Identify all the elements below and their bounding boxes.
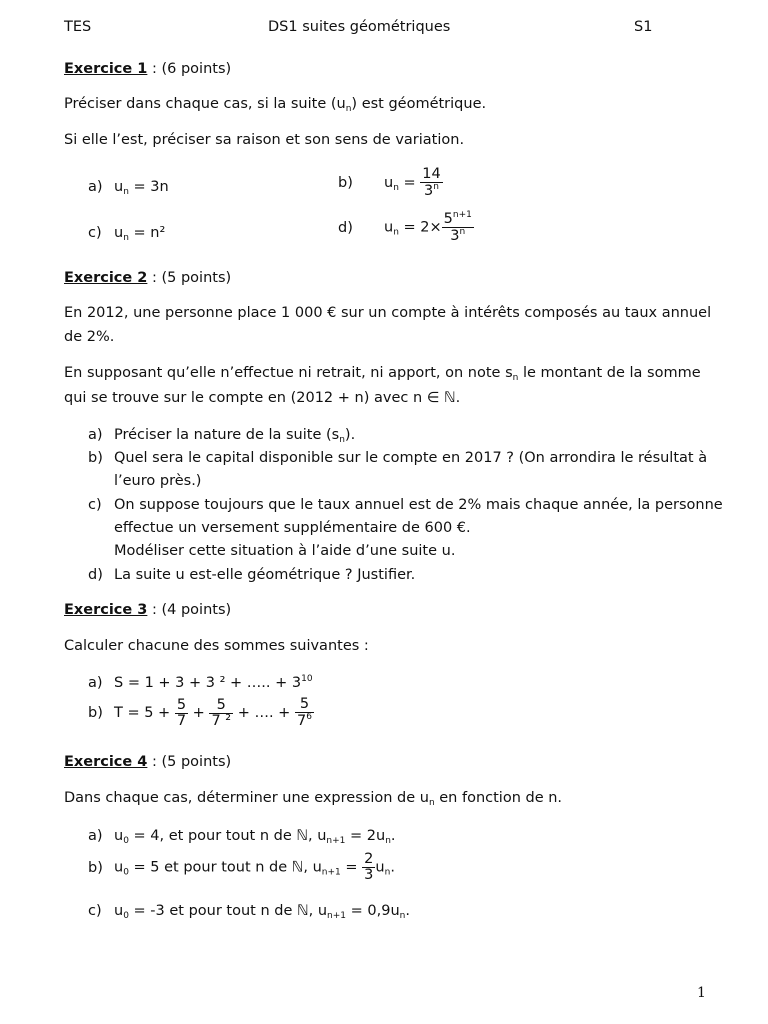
exercise-2-question-c bbox=[88, 497, 723, 513]
subscript: n bbox=[123, 187, 129, 197]
exercise-2-title bbox=[64, 270, 231, 286]
text: 5 bbox=[443, 211, 453, 227]
text: = 2× bbox=[398, 219, 442, 236]
exercise-2-p2-line2: qui se trouve sur le compte en (2012 + n) avec n ∈ ℕ. bbox=[64, 390, 461, 406]
text: = bbox=[340, 859, 363, 876]
text: le montant de la somme bbox=[518, 365, 701, 381]
text: u bbox=[384, 219, 394, 236]
exercise-1-item-c bbox=[88, 225, 165, 243]
item-label: b) bbox=[88, 859, 103, 876]
exercise-3-title bbox=[64, 602, 231, 618]
text: u bbox=[384, 175, 394, 192]
exercise-1-intro-line2: Si elle l’est, préciser sa raison et son sens de variation. bbox=[64, 132, 465, 148]
subscript: 0 bbox=[123, 836, 129, 846]
exercise-3-heading: Exercice 3 bbox=[64, 602, 148, 618]
item-label: c) bbox=[88, 225, 102, 241]
exercise-2-p1-line2: de 2%. bbox=[64, 329, 115, 345]
text: u bbox=[114, 225, 124, 241]
subscript: n+1 bbox=[327, 911, 347, 921]
fraction bbox=[295, 697, 314, 729]
text: Quel sera le capital disponible sur le compte en 2017 ? (On arrondira le résultat à bbox=[114, 450, 708, 466]
superscript: n bbox=[459, 227, 466, 238]
item-label: c) bbox=[88, 903, 102, 919]
exercise-2-question-c-line2: effectue un versement supplémentaire de 600 €. bbox=[114, 520, 471, 536]
exercise-3-item-a bbox=[88, 674, 313, 691]
exercise-2-points: : (5 points) bbox=[147, 270, 232, 286]
text: En supposant qu’elle n’effectue ni retrait, ni apport, on note s bbox=[64, 365, 513, 381]
exercise-1-points: : (6 points) bbox=[147, 61, 232, 77]
text: = 4, et pour tout n de ℕ, u bbox=[128, 828, 327, 844]
text: La suite u est-elle géométrique ? Justifier. bbox=[114, 567, 416, 583]
exercise-4-item-c bbox=[88, 903, 410, 921]
exercise-2-question-d bbox=[88, 567, 415, 583]
item-label: b) bbox=[338, 175, 353, 192]
item-label: b) bbox=[88, 450, 103, 466]
item-label: d) bbox=[88, 567, 103, 583]
exercise-2-question-c-line3: Modéliser cette situation à l’aide d’une suite u. bbox=[114, 543, 456, 559]
item-label: b) bbox=[88, 705, 103, 722]
text: 3 bbox=[450, 228, 460, 245]
exercise-3-points: : (4 points) bbox=[147, 602, 232, 618]
denominator: 7 ² bbox=[211, 712, 232, 729]
denominator bbox=[295, 712, 314, 729]
exercise-4-item-a bbox=[88, 828, 396, 846]
item-label: a) bbox=[88, 828, 103, 844]
denominator: 7 bbox=[176, 712, 187, 729]
exercise-4-heading: Exercice 4 bbox=[64, 754, 148, 770]
text: ) est géométrique. bbox=[351, 96, 487, 112]
text: = bbox=[398, 175, 421, 192]
exercise-2-question-b bbox=[88, 450, 707, 466]
text: + …. + bbox=[233, 705, 295, 722]
numerator: 5 bbox=[216, 696, 226, 713]
numerator: 2 bbox=[364, 851, 374, 867]
text: Préciser la nature de la suite (s bbox=[114, 427, 340, 443]
header-class: TES bbox=[64, 19, 92, 35]
text: = 5 et pour tout n de ℕ, u bbox=[128, 859, 322, 876]
exercise-1-item-d bbox=[338, 211, 474, 244]
numerator bbox=[442, 211, 474, 227]
item-label: a) bbox=[88, 179, 103, 195]
subscript: n bbox=[339, 435, 345, 445]
exercise-2-heading: Exercice 2 bbox=[64, 270, 148, 286]
denominator bbox=[442, 227, 474, 244]
text: = 2u bbox=[345, 828, 386, 844]
item-label: d) bbox=[338, 219, 353, 236]
exercise-1-item-a bbox=[88, 179, 169, 197]
text: = 0,9u bbox=[346, 903, 400, 919]
text: On suppose toujours que le taux annuel est de 2% mais chaque année, la personne bbox=[114, 497, 723, 513]
superscript: 10 bbox=[301, 674, 313, 684]
text: en fonction de n. bbox=[434, 790, 563, 806]
exercise-4-points: : (5 points) bbox=[147, 754, 232, 770]
item-label: c) bbox=[88, 497, 102, 513]
subscript: n+1 bbox=[321, 867, 341, 878]
exercise-4-intro bbox=[64, 790, 562, 808]
subscript: n bbox=[123, 233, 129, 243]
text: ). bbox=[344, 427, 356, 443]
numerator: 14 bbox=[422, 166, 441, 182]
subscript: n bbox=[399, 911, 406, 921]
text: u bbox=[114, 179, 124, 195]
page-number: 1 bbox=[697, 985, 706, 1001]
text: u bbox=[114, 859, 124, 876]
text: 7 bbox=[296, 713, 307, 730]
superscript: n+1 bbox=[452, 210, 472, 220]
item-label: a) bbox=[88, 427, 103, 443]
subscript: n bbox=[385, 836, 391, 846]
header-section: S1 bbox=[634, 19, 653, 35]
subscript: n bbox=[393, 183, 399, 194]
text: u bbox=[375, 859, 385, 876]
superscript: n bbox=[433, 182, 439, 193]
item-label: a) bbox=[88, 675, 103, 691]
fraction bbox=[362, 852, 375, 883]
header-title: DS1 suites géométriques bbox=[268, 19, 451, 35]
text: u bbox=[114, 828, 124, 844]
subscript: n bbox=[428, 798, 435, 808]
text: = n² bbox=[128, 225, 166, 241]
numerator: 5 bbox=[299, 696, 310, 712]
fraction bbox=[209, 698, 233, 729]
text: T = 5 + bbox=[114, 705, 175, 722]
numerator: 5 bbox=[176, 696, 187, 713]
exercise-2-p2-line1 bbox=[64, 365, 701, 383]
fraction bbox=[442, 211, 474, 244]
text: 3 bbox=[424, 183, 434, 200]
text: = 3n bbox=[128, 179, 169, 195]
exercise-2-question-b-line2: l’euro près.) bbox=[114, 473, 202, 489]
exercise-4-title bbox=[64, 754, 231, 770]
text: . bbox=[405, 903, 410, 919]
exercise-4-item-b bbox=[88, 852, 395, 883]
subscript: n bbox=[512, 373, 519, 383]
subscript: n bbox=[384, 867, 391, 878]
text: . bbox=[390, 859, 395, 876]
subscript: n bbox=[345, 104, 352, 114]
exercise-1-intro-line1 bbox=[64, 96, 486, 114]
fraction bbox=[175, 698, 188, 729]
exercise-1-title bbox=[64, 61, 231, 77]
text: . bbox=[390, 828, 396, 844]
text: = -3 et pour tout n de ℕ, u bbox=[128, 903, 328, 919]
text: + bbox=[188, 705, 210, 722]
denominator: 3 bbox=[364, 867, 374, 884]
denominator bbox=[420, 182, 442, 199]
superscript: 6 bbox=[306, 712, 312, 723]
exercise-2-question-a bbox=[88, 427, 355, 445]
text: u bbox=[114, 903, 124, 919]
exercise-1-item-b bbox=[338, 167, 443, 199]
text: Préciser dans chaque cas, si la suite (u bbox=[64, 96, 346, 112]
exercise-1-heading: Exercice 1 bbox=[64, 61, 148, 77]
exercise-3-intro: Calculer chacune des sommes suivantes : bbox=[64, 638, 369, 654]
text: S = 1 + 3 + 3 ² + ….. + 3 bbox=[114, 675, 302, 691]
exercise-3-item-b bbox=[88, 697, 314, 729]
subscript: 0 bbox=[123, 867, 129, 878]
subscript: n+1 bbox=[326, 836, 346, 846]
text: Dans chaque cas, déterminer une expression de u bbox=[64, 790, 429, 806]
exercise-2-p1-line1: En 2012, une personne place 1 000 € sur un compte à intérêts composés au taux annuel bbox=[64, 305, 712, 321]
subscript: n bbox=[393, 227, 399, 238]
fraction bbox=[420, 167, 442, 199]
subscript: 0 bbox=[123, 911, 129, 921]
